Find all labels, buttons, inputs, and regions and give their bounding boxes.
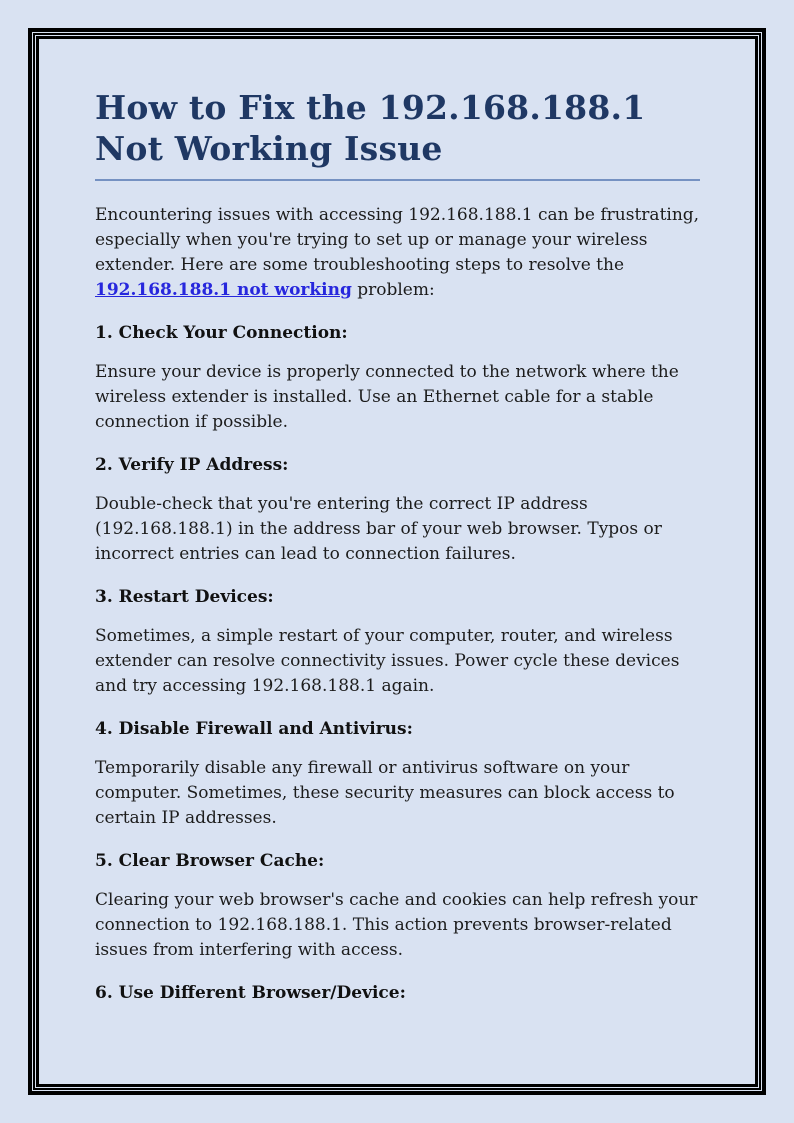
section-heading: 5. Clear Browser Cache: xyxy=(95,851,325,871)
section-heading: 2. Verify IP Address: xyxy=(95,455,289,475)
intro-paragraph xyxy=(95,203,700,303)
section-paragraph: Sometimes, a simple restart of your computer, router, and wireless extender can resolve connectivity issues. Power cycle these devices and try accessing 192.168.188.1 again. xyxy=(95,626,680,696)
not-working-link[interactable]: 192.168.188.1 not working xyxy=(95,280,352,300)
intro-text-pre: Encountering issues with accessing 192.168.188.1 can be frustrating, especially when you're trying to set up or manage your wireless extender. Here are some troubleshooting steps to resolve the xyxy=(95,205,700,275)
section-clear-cache xyxy=(95,849,700,963)
intro-text-post: problem: xyxy=(351,280,435,300)
page-title: How to Fix the 192.168.188.1 Not Working Issue xyxy=(95,88,646,168)
section-heading: 3. Restart Devices: xyxy=(95,587,274,607)
document-content xyxy=(39,39,755,1084)
title-underline-rule xyxy=(95,179,700,181)
section-check-connection xyxy=(95,321,700,435)
section-paragraph: Ensure your device is properly connected to the network where the wireless extender is installed. Use an Ethernet cable for a stable connection if possible. xyxy=(95,362,679,432)
section-heading: 6. Use Different Browser/Device: xyxy=(95,983,406,1003)
section-verify-ip xyxy=(95,453,700,567)
section-different-browser xyxy=(95,981,700,1006)
section-paragraph: Double-check that you're entering the correct IP address (192.168.188.1) in the address bar of your web browser. Typos or incorrect entries can lead to connection failures. xyxy=(95,494,662,564)
section-paragraph: Temporarily disable any firewall or antivirus software on your computer. Sometimes, these security measures can block access to certain IP addresses. xyxy=(95,758,675,828)
page-border-frame-inner xyxy=(36,36,758,1087)
section-paragraph: Clearing your web browser's cache and cookies can help refresh your connection to 192.168.188.1. This action prevents browser-related issues from interfering with access. xyxy=(95,890,698,960)
section-restart-devices xyxy=(95,585,700,699)
page-border-frame-middle xyxy=(33,33,761,1090)
page-border-frame xyxy=(28,28,766,1095)
section-heading: 4. Disable Firewall and Antivirus: xyxy=(95,719,413,739)
section-heading: 1. Check Your Connection: xyxy=(95,323,348,343)
section-disable-firewall xyxy=(95,717,700,831)
